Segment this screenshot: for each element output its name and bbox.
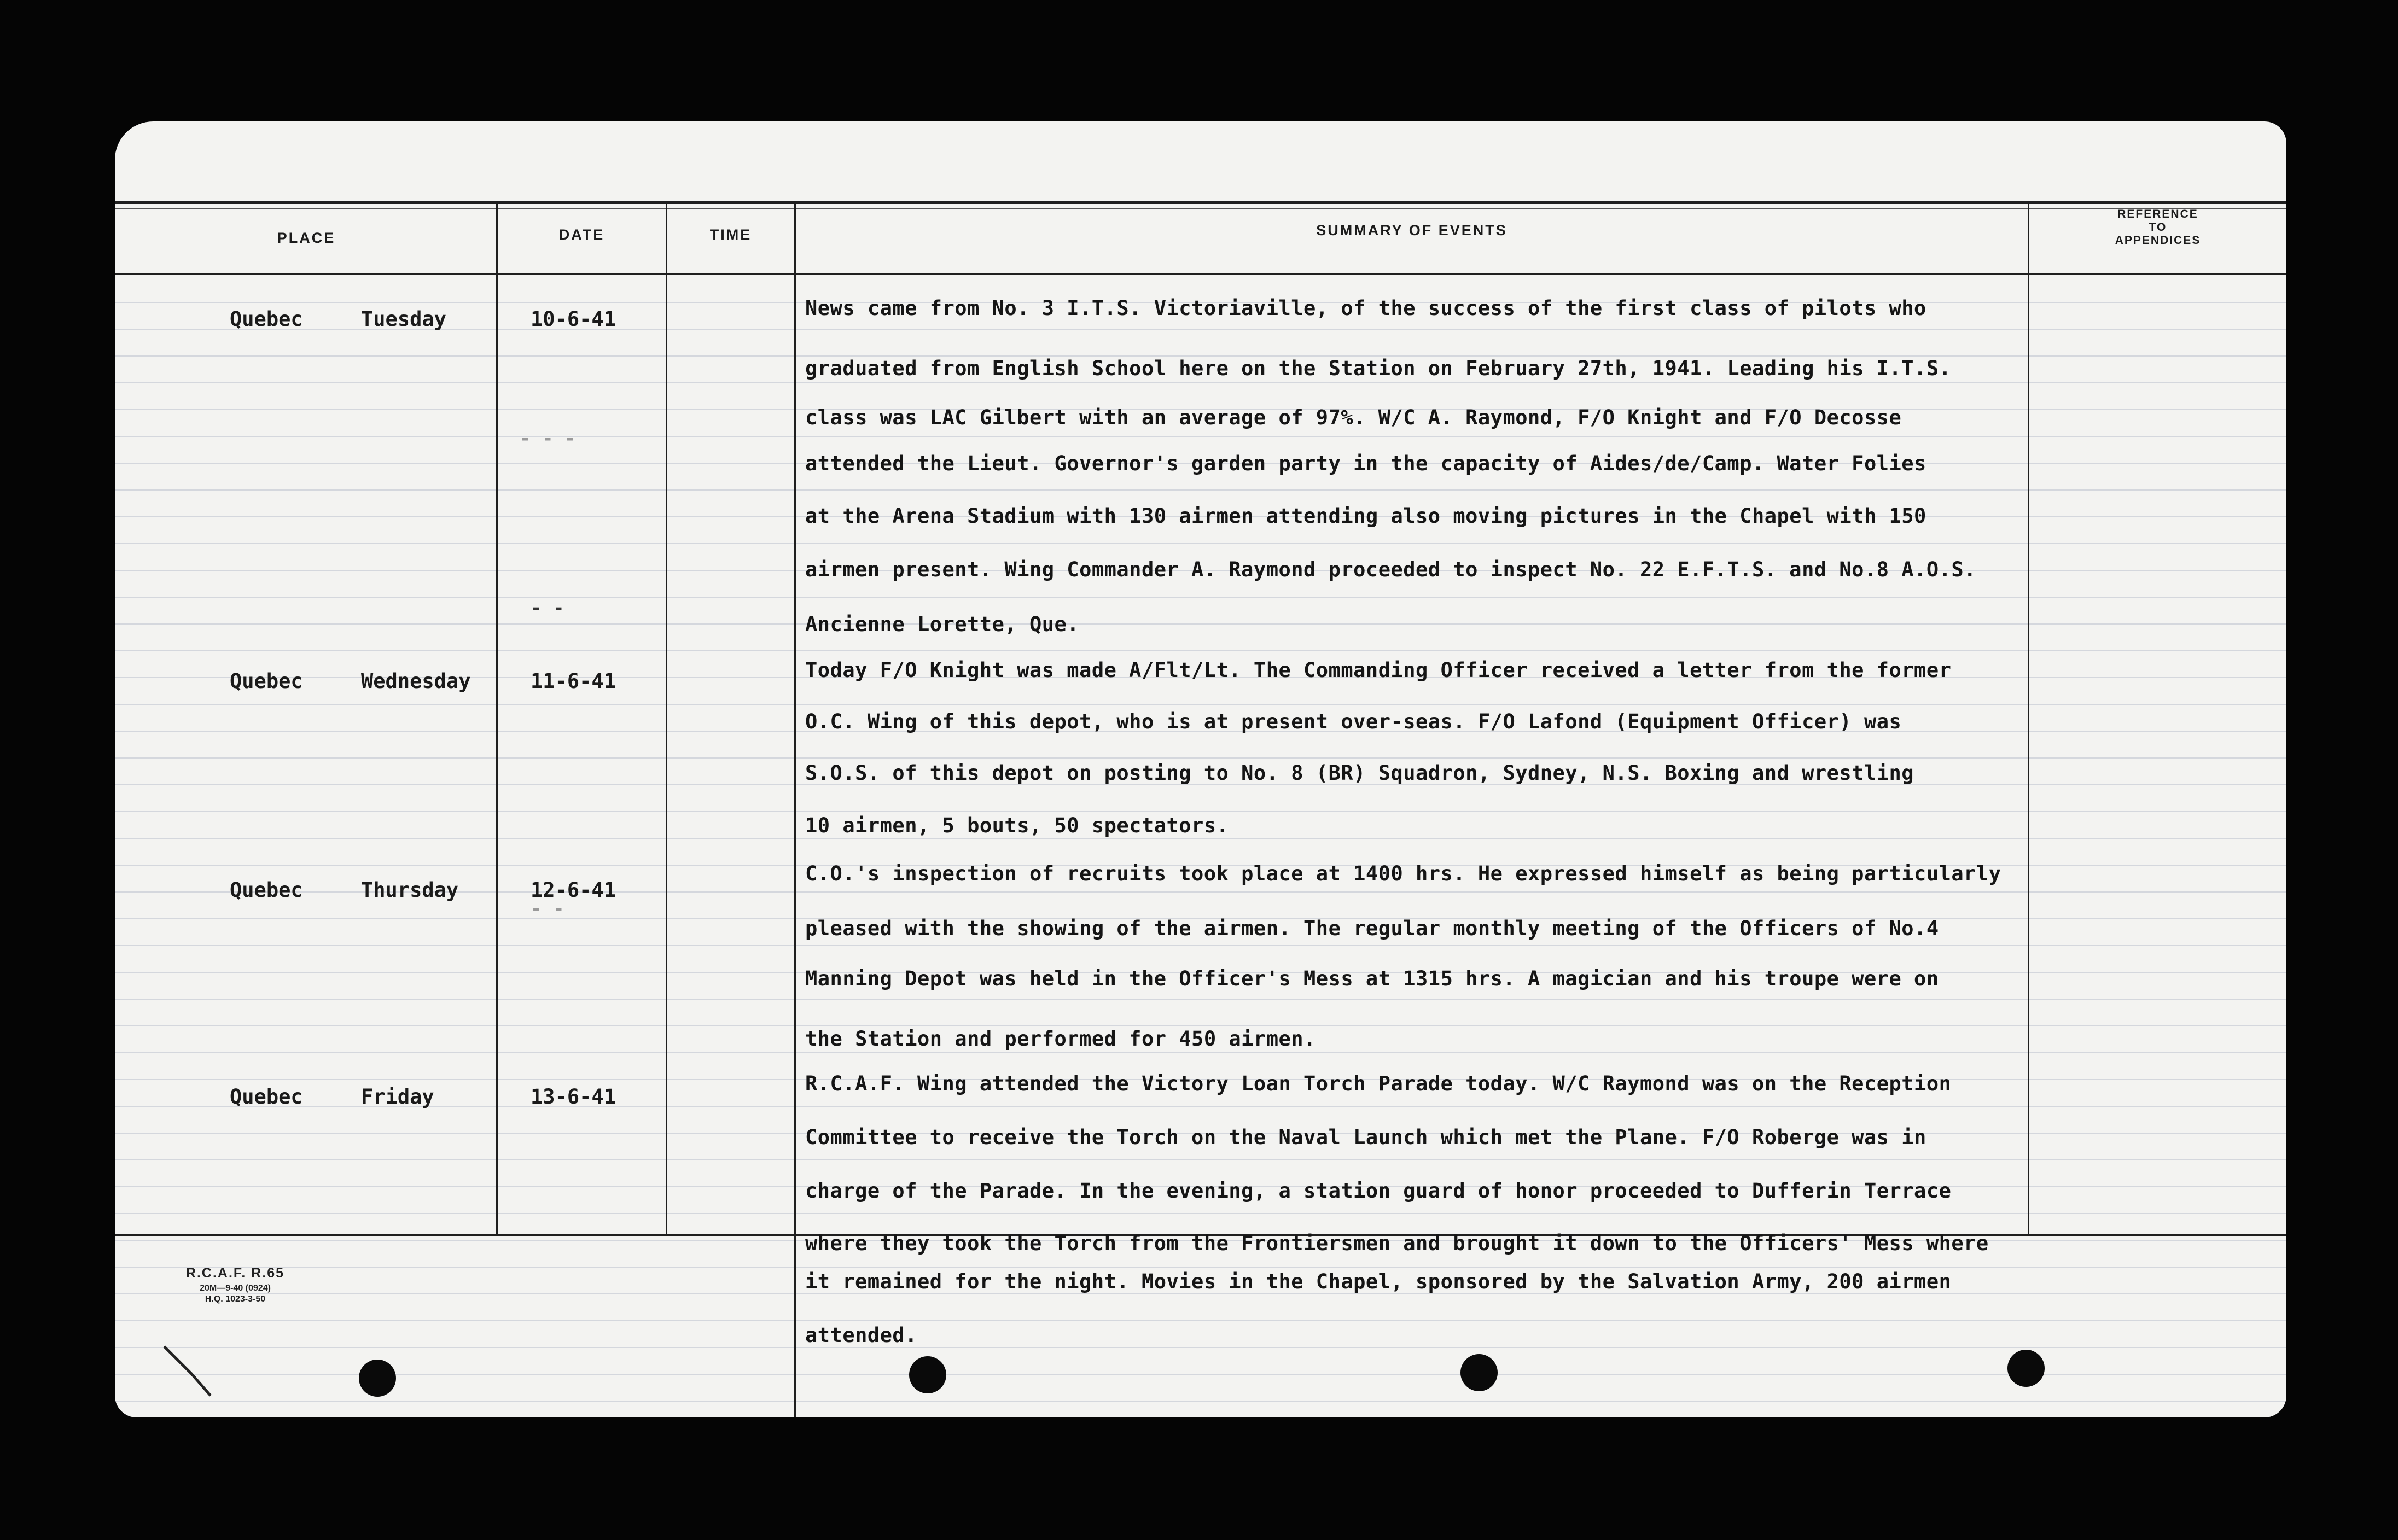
header-reference-line1: REFERENCE (2117, 208, 2198, 220)
summary-line: attended the Lieut. Governor's garden party in the capacity of Aides/de/Camp. Water Folies (805, 452, 1926, 475)
summary-line: Manning Depot was held in the Officer's Mess at 1315 hrs. A magician and his troupe were on (805, 967, 1939, 990)
corner-scratch-mark (159, 1341, 224, 1401)
ruled-line (115, 1213, 2286, 1214)
summary-line: pleased with the showing of the airmen. The regular monthly meeting of the Officers of No.4 (805, 917, 1939, 940)
entry-day: Wednesday (361, 669, 471, 693)
top-border (115, 201, 2286, 204)
entry-day: Thursday (361, 878, 459, 902)
form-id-line2: 20M—9-40 (0924) (200, 1284, 271, 1293)
punch-hole (909, 1356, 946, 1393)
entry-date: 12-6-41 (531, 878, 616, 902)
summary-line: Committee to receive the Torch on the Naval Launch which met the Plane. F/O Roberge was in (805, 1125, 1926, 1149)
ruled-line (115, 811, 2286, 812)
summary-line: R.C.A.F. Wing attended the Victory Loan Torch Parade today. W/C Raymond was on the Reception (805, 1072, 1952, 1095)
summary-line: at the Arena Stadium with 130 airmen attending also moving pictures in the Chapel with 150 (805, 504, 1926, 528)
entry-place: Quebec (230, 669, 303, 693)
summary-line: the Station and performed for 450 airmen. (805, 1027, 1316, 1051)
header-reference-line2: TO (2149, 221, 2167, 234)
ruled-line (115, 838, 2286, 839)
punch-hole (2007, 1350, 2045, 1387)
ruled-line (115, 489, 2286, 491)
summary-line: where they took the Torch from the Frontiersmen and brought it down to the Officers' Mess where (805, 1232, 1989, 1255)
summary-line: Ancienne Lorette, Que. (805, 612, 1080, 636)
entry-date: 13-6-41 (531, 1085, 616, 1109)
entry-date: 11-6-41 (531, 669, 616, 693)
summary-reference-divider (2028, 201, 2029, 1235)
form-id-line3: H.Q. 1023-3-50 (205, 1294, 266, 1304)
ruled-line (115, 1025, 2286, 1026)
punch-hole (359, 1360, 396, 1397)
summary-line: graduated from English School here on the Station on February 27th, 1941. Leading his I.T.S. (805, 357, 1952, 380)
ruled-line (115, 1106, 2286, 1107)
summary-line: News came from No. 3 I.T.S. Victoriaville, of the success of the first class of pilots who (805, 296, 1926, 320)
header-date: DATE (558, 226, 605, 243)
punch-hole (1460, 1354, 1498, 1391)
entry-date: 10-6-41 (531, 307, 616, 331)
summary-line: 10 airmen, 5 bouts, 50 spectators. (805, 814, 1229, 837)
entry-place: Quebec (230, 1085, 303, 1109)
date-time-divider (666, 201, 667, 1235)
header-reference-to-appendices (2029, 208, 2286, 247)
ruled-line (115, 650, 2286, 651)
header-reference-line3: APPENDICES (2115, 234, 2201, 247)
ruled-line (115, 1320, 2286, 1321)
ruled-line (115, 1347, 2286, 1348)
header-place: PLACE (277, 230, 336, 246)
ruled-line (115, 945, 2286, 946)
ruled-line (115, 1052, 2286, 1053)
summary-line: S.O.S. of this depot on posting to No. 8 (BR) Squadron, Sydney, N.S. Boxing and wrestling (805, 761, 1914, 785)
form-id-line1: R.C.A.F. R.65 (185, 1265, 285, 1281)
summary-line: O.C. Wing of this depot, who is at present over-seas. F/O Lafond (Equipment Officer) was (805, 710, 1902, 733)
summary-line: charge of the Parade. In the evening, a station guard of honor proceeded to Dufferin Terrace (805, 1179, 1952, 1203)
ruled-line (115, 436, 2286, 437)
ruled-line (115, 999, 2286, 1000)
summary-line: airmen present. Wing Commander A. Raymond proceeded to inspect No. 22 E.F.T.S. and No.8 A.O.S. (805, 558, 1976, 581)
dash-mark: - - (531, 597, 564, 619)
ruled-line (115, 382, 2286, 383)
top-border-inner (115, 208, 2286, 209)
header-bottom-border (115, 273, 2286, 275)
ruled-line (115, 757, 2286, 759)
ruled-line (115, 1401, 2286, 1402)
summary-line: it remained for the night. Movies in the Chapel, sponsored by the Salvation Army, 200 airmen (805, 1270, 1952, 1293)
ruled-line (115, 1374, 2286, 1375)
form-identifier (148, 1265, 323, 1304)
summary-line: attended. (805, 1323, 917, 1347)
entry-day: Tuesday (361, 307, 446, 331)
ruled-line (115, 623, 2286, 625)
ruled-line (115, 1293, 2286, 1294)
entry-place: Quebec (230, 878, 303, 902)
ruled-line (115, 543, 2286, 544)
time-summary-divider (794, 201, 796, 1418)
ruled-line (115, 597, 2286, 598)
header-summary-of-events: SUMMARY OF EVENTS (1316, 222, 1508, 238)
summary-line: C.O.'s inspection of recruits took place at 1400 hrs. He expressed himself as being particularly (805, 862, 2001, 885)
ruled-line (115, 1267, 2286, 1268)
ruled-line (115, 1159, 2286, 1160)
dash-mark: - - (531, 898, 564, 920)
ruled-line (115, 704, 2286, 705)
place-date-divider (496, 201, 498, 1235)
entry-day: Friday (361, 1085, 434, 1109)
summary-line: class was LAC Gilbert with an average of 97%. W/C A. Raymond, F/O Knight and F/O Decosse (805, 406, 1902, 429)
entry-place: Quebec (230, 307, 303, 331)
dash-mark: - - - (520, 428, 576, 450)
summary-line: Today F/O Knight was made A/Flt/Lt. The Commanding Officer received a letter from the former (805, 658, 1952, 682)
diary-form-card (115, 121, 2286, 1418)
header-time: TIME (709, 226, 752, 243)
